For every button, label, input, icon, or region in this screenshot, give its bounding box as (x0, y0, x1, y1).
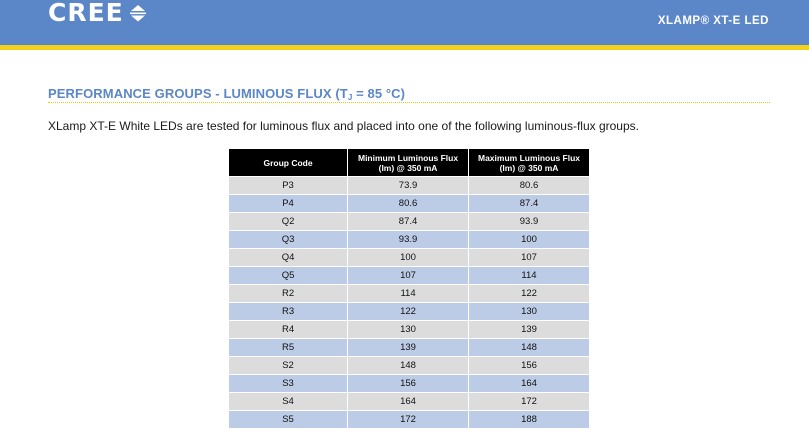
table-row (229, 249, 589, 267)
cell-max-flux: 139 (469, 321, 589, 339)
cell-group-code: R5 (229, 339, 348, 357)
cell-max-flux: 122 (469, 285, 589, 303)
table-header-row (229, 149, 589, 177)
cell-max-flux: 164 (469, 375, 589, 393)
title-divider (48, 102, 770, 103)
table-body (229, 177, 589, 429)
cell-max-flux: 100 (469, 231, 589, 249)
table-row (229, 375, 589, 393)
cell-max-flux: 148 (469, 339, 589, 357)
cell-min-flux: 164 (348, 393, 469, 411)
cell-max-flux: 80.6 (469, 177, 589, 195)
table-row (229, 303, 589, 321)
header-min-flux: Minimum Luminous Flux (lm) @ 350 mA (348, 149, 469, 177)
table-row (229, 285, 589, 303)
table-row (229, 339, 589, 357)
table-row (229, 177, 589, 195)
cree-logo-icon (129, 2, 147, 24)
cell-group-code: Q4 (229, 249, 348, 267)
luminous-flux-table (229, 149, 589, 428)
cell-group-code: Q2 (229, 213, 348, 231)
cell-min-flux: 100 (348, 249, 469, 267)
section-title (48, 86, 405, 102)
table-row (229, 357, 589, 375)
cell-max-flux: 114 (469, 267, 589, 285)
cell-max-flux: 130 (469, 303, 589, 321)
cell-max-flux: 107 (469, 249, 589, 267)
cell-max-flux: 87.4 (469, 195, 589, 213)
cell-min-flux: 93.9 (348, 231, 469, 249)
cell-group-code: S3 (229, 375, 348, 393)
cell-min-flux: 114 (348, 285, 469, 303)
header-max-flux: Maximum Luminous Flux (lm) @ 350 mA (469, 149, 589, 177)
cell-min-flux: 80.6 (348, 195, 469, 213)
product-name: XLAMP® XT-E LED (657, 15, 769, 27)
cell-group-code: Q3 (229, 231, 348, 249)
cell-group-code: R2 (229, 285, 348, 303)
cell-min-flux: 107 (348, 267, 469, 285)
cell-max-flux: 156 (469, 357, 589, 375)
cell-min-flux: 156 (348, 375, 469, 393)
intro-text: XLamp XT-E White LEDs are tested for luminous flux and placed into one of the following luminous-flux groups. (48, 119, 639, 133)
table-row (229, 321, 589, 339)
table-row (229, 267, 589, 285)
table-row (229, 411, 589, 429)
table-row (229, 195, 589, 213)
cell-group-code: S2 (229, 357, 348, 375)
cell-min-flux: 130 (348, 321, 469, 339)
logo-text: CREE (48, 0, 124, 27)
header-group-code: Group Code (229, 149, 348, 177)
cell-max-flux: 188 (469, 411, 589, 429)
section-title-subscript: J (347, 93, 353, 102)
cell-min-flux: 139 (348, 339, 469, 357)
cree-logo (48, 0, 147, 28)
cell-group-code: Q5 (229, 267, 348, 285)
cell-group-code: R4 (229, 321, 348, 339)
cell-group-code: P3 (229, 177, 348, 195)
table-row (229, 213, 589, 231)
cell-min-flux: 148 (348, 357, 469, 375)
table-row (229, 231, 589, 249)
cell-min-flux: 73.9 (348, 177, 469, 195)
section-title-suffix: = 85 °C) (352, 86, 406, 101)
cell-group-code: S4 (229, 393, 348, 411)
cell-group-code: P4 (229, 195, 348, 213)
cell-min-flux: 172 (348, 411, 469, 429)
cell-min-flux: 122 (348, 303, 469, 321)
cell-max-flux: 93.9 (469, 213, 589, 231)
header-stripe (0, 45, 809, 50)
cell-group-code: R3 (229, 303, 348, 321)
header-bar (0, 0, 809, 45)
section-title-prefix: PERFORMANCE GROUPS - LUMINOUS FLUX (T (48, 86, 348, 101)
table-row (229, 393, 589, 411)
cell-group-code: S5 (229, 411, 348, 429)
cell-min-flux: 87.4 (348, 213, 469, 231)
cell-max-flux: 172 (469, 393, 589, 411)
